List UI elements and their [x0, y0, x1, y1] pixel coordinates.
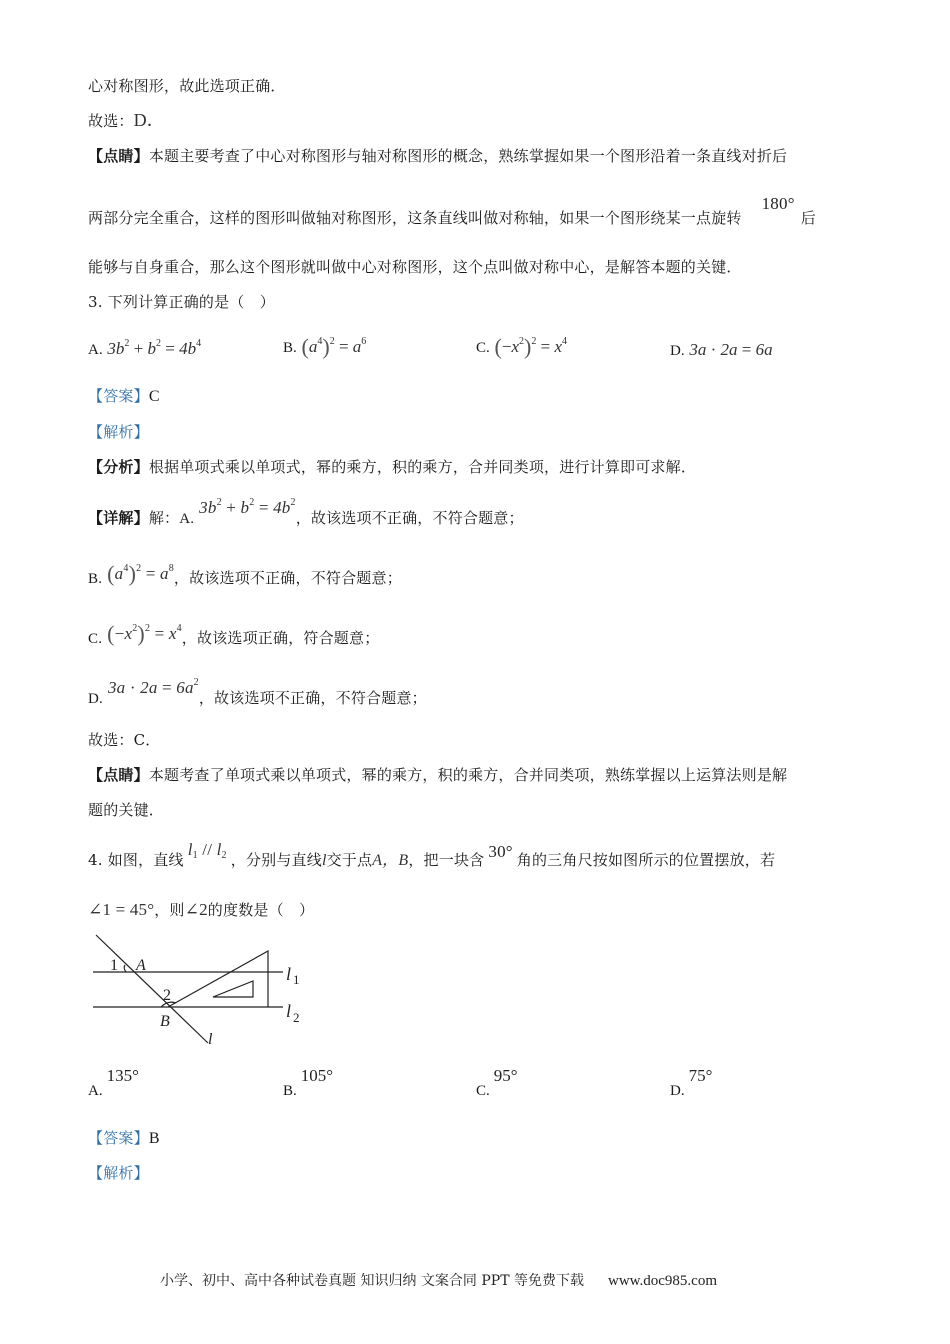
prev-solution-line: 心对称图形，故此选项正确．: [88, 77, 286, 95]
degree-value: 30°: [488, 842, 513, 861]
line-l: [96, 935, 208, 1043]
option-expression: $3b^2 + b^2 = 4b^4$: [107, 338, 202, 358]
angle2-expression: ∠2: [184, 900, 208, 919]
prev-comment-line1: [88, 146, 787, 166]
option-label: A.: [88, 342, 103, 358]
answer-label: 【答案】: [88, 387, 149, 405]
label-angle2: 2: [163, 987, 171, 1004]
prev-choice-line: [88, 110, 165, 131]
q3-detail-c: [88, 623, 379, 649]
detail-option-label: D.: [88, 691, 103, 707]
answer-label: 【答案】: [88, 1129, 149, 1147]
question-text: ，分别与直线: [230, 851, 322, 869]
choice-prefix: 故选：: [88, 112, 134, 130]
prev-comment-line2: [88, 194, 816, 228]
q3-stem: [88, 292, 275, 312]
q3-option-d: [670, 340, 773, 360]
label-line-l2-sub: 2: [293, 1010, 300, 1025]
option-label: D.: [670, 343, 685, 359]
q4-answer-line: [88, 1128, 160, 1149]
option-value: 105°: [300, 1066, 334, 1085]
option-label: C.: [476, 1083, 490, 1099]
fenxi-text: 根据单项式乘以单项式，幂的乘方，积的乘方，合并同类项，进行计算即可求解．: [148, 458, 697, 476]
triangle-ruler-outer: [168, 951, 268, 1007]
detail-expression: $(a^4)^2 = a^8$: [107, 561, 174, 586]
detail-option-label: A.: [179, 511, 195, 527]
question-text: ，则: [154, 901, 185, 919]
angle1-arc: [124, 965, 126, 972]
question-text: 角的三角尺按如图所示的位置摆放，若: [516, 851, 776, 869]
option-value: 135°: [106, 1066, 139, 1085]
q3-comment-line2: 题的关键．: [88, 801, 165, 819]
detail-option-label: B.: [88, 571, 103, 587]
q4-option-a: [88, 1066, 139, 1100]
detail-expression: $3b^2 + b^2 = 4b^2$: [199, 497, 296, 517]
comment-text: 本题主要考查了中心对称图形与轴对称图形的概念，熟练掌握如果一个图形沿着一条直线对折后: [148, 147, 788, 165]
label-line-l2: l: [286, 1001, 292, 1021]
question-text: 下列计算正确的是（ ）: [107, 293, 275, 311]
label-line-l1: l: [286, 964, 292, 984]
footer-url[interactable]: www.doc985.com: [607, 1273, 717, 1289]
option-value: 75°: [688, 1066, 713, 1085]
geometry-figure: [88, 930, 318, 1050]
comment-text: 本题考查了单项式乘以单项式，幂的乘方，积的乘方，合并同类项，熟练掌握以上运算法则是解: [148, 766, 788, 784]
line-l-symbol: l: [321, 852, 327, 869]
q3-option-b: [283, 334, 366, 360]
parallel-expression: $l_1 // l_2$: [187, 840, 227, 861]
angle1-expression: ∠1 = 45°: [88, 900, 155, 919]
q3-option-c: [476, 334, 567, 360]
page-footer: [160, 1270, 717, 1290]
question-text: 如图，直线: [107, 851, 184, 869]
detail-prefix: 解：: [148, 509, 180, 527]
triangle-ruler-inner: [213, 981, 253, 997]
q3-answer-line: [88, 386, 160, 407]
option-value: 95°: [493, 1066, 518, 1085]
choice-value: D．: [133, 110, 166, 130]
footer-text: 小学、初中、高中各种试卷真题 知识归纳 文案合同 PPT 等免费下载: [160, 1273, 584, 1289]
option-label: A.: [88, 1083, 103, 1099]
label-point-a: A: [136, 957, 146, 974]
comment-label: 【点睛】: [88, 147, 149, 165]
detail-label: 【详解】: [88, 509, 149, 527]
label-angle1: 1: [110, 957, 118, 974]
question-number: 4.: [88, 851, 103, 869]
q3-detail-d: [88, 677, 427, 709]
q4-analysis-label: 【解析】: [88, 1164, 149, 1182]
q3-detail-a: [88, 497, 524, 529]
option-expression: 3a · 2a = 6a: [689, 340, 773, 359]
q4-stem-line1: [88, 840, 776, 876]
answer-value: B: [148, 1130, 160, 1147]
label-line-l1-sub: 1: [293, 972, 300, 987]
question-text: 的度数是（ ）: [207, 901, 315, 919]
q3-fenxi-line: [88, 457, 696, 477]
label-line-l: l: [208, 1031, 213, 1048]
q3-detail-b: [88, 563, 402, 589]
q4-option-b: [283, 1066, 334, 1100]
detail-expression: $(-x^2)^2 = x^4$: [107, 621, 182, 646]
q3-comment-line1: [88, 765, 787, 785]
q3-option-a: [88, 338, 201, 359]
option-label: B.: [283, 1083, 297, 1099]
degree-value: 180°: [761, 194, 795, 213]
option-label: D.: [670, 1083, 685, 1099]
option-label: B.: [283, 340, 297, 356]
question-text: 交于点: [326, 851, 373, 869]
fenxi-label: 【分析】: [88, 458, 149, 476]
q3-analysis-label: 【解析】: [88, 423, 149, 441]
detail-verdict: ，故该选项不正确，不符合题意；: [295, 509, 524, 527]
detail-verdict: ，故该选项正确，符合题意；: [181, 629, 380, 647]
q3-choice: 故选：C．: [88, 731, 161, 749]
detail-verdict: ，故该选项不正确，不符合题意；: [173, 569, 402, 587]
comment-text: 两部分完全重合，这样的图形叫做轴对称图形，这条直线叫做对称轴，如果一个图形绕某一点旋转: [88, 209, 742, 227]
question-text: ，把一块含: [408, 851, 485, 869]
question-number: 3.: [88, 293, 103, 311]
comment-text: 后: [800, 209, 816, 227]
prev-comment-line3: 能够与自身重合，那么这个图形就叫做中心对称图形，这个点叫做对称中心，是解答本题的关键．: [88, 258, 742, 276]
option-expression: $(a^4)^2 = a^6$: [301, 334, 367, 359]
q4-option-d: [670, 1066, 713, 1100]
q4-stem-line2: [88, 900, 314, 920]
points-ab: A，B: [372, 852, 409, 869]
detail-option-label: C.: [88, 631, 103, 647]
detail-expression: $3a \cdot 2a = 6a^2$: [107, 677, 199, 697]
q4-option-c: [476, 1066, 518, 1100]
answer-value: C: [148, 388, 160, 405]
label-point-b: B: [160, 1013, 170, 1030]
option-expression: $(-x^2)^2 = x^4$: [494, 334, 567, 359]
comment-label: 【点睛】: [88, 766, 149, 784]
option-label: C.: [476, 340, 490, 356]
detail-verdict: ，故该选项不正确，不符合题意；: [198, 689, 427, 707]
